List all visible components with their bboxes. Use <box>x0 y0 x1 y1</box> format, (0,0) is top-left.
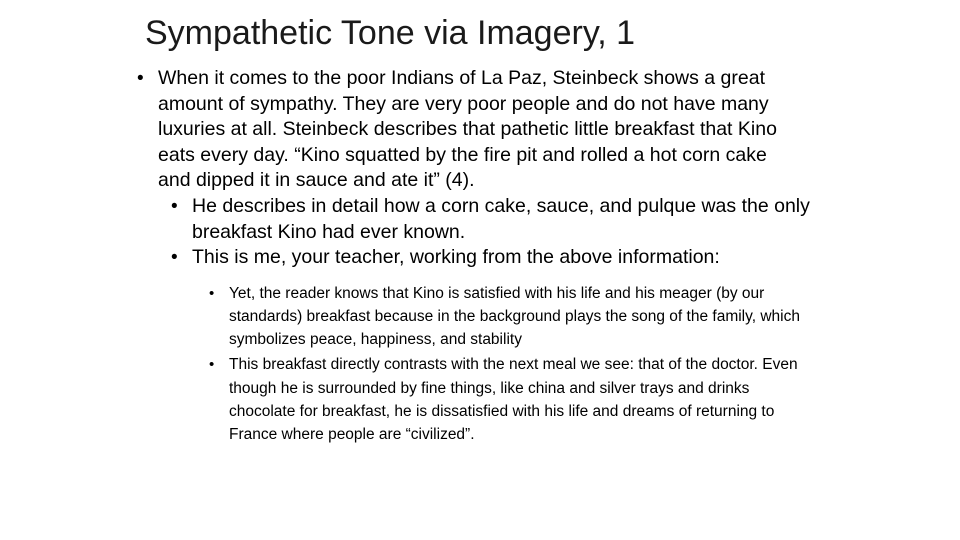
bullet-text: This is me, your teacher, working from the above information: <box>192 246 720 269</box>
slide-title: Sympathetic Tone via Imagery, 1 <box>145 14 636 52</box>
bullet-icon: • <box>137 68 144 89</box>
bullet-text: Yet, the reader knows that Kino is satisfied with his life and his meager (by our standards) breakfast because in the background plays the song of the family, which symbolizes peace, happiness, and stability <box>229 284 800 349</box>
bullet-item-level-3 <box>209 353 819 446</box>
bullet-item-level-1 <box>137 66 803 194</box>
bullet-text: When it comes to the poor Indians of La Paz, Steinbeck shows a great amount of sympathy. They are very poor people and do not have many luxuries at all. Steinbeck describes that pathetic little breakfast that Kino eats every day. “Kino squatted by the fire pit and rolled a hot corn cake and dipped it in sauce and ate it” (4). <box>158 67 777 192</box>
bullet-icon: • <box>209 356 215 374</box>
bullet-icon: • <box>171 247 178 269</box>
bullet-text: He describes in detail how a corn cake, sauce, and pulque was the only breakfast Kino had ever known. <box>192 194 810 243</box>
bullet-icon: • <box>171 195 178 217</box>
bullet-item-level-3 <box>209 282 819 352</box>
bullet-icon: • <box>209 284 215 302</box>
bullet-item-level-2 <box>171 194 812 245</box>
bullet-item-level-2 <box>171 245 812 271</box>
bullet-list <box>137 66 817 446</box>
bullet-text: This breakfast directly contrasts with the next meal we see: that of the doctor. Even though he is surrounded by fine things, like china and silver trays and drinks chocolate for breakfast, he is dissatisfied with his life and dreams of returning to France where people are “civilized”. <box>229 356 798 443</box>
